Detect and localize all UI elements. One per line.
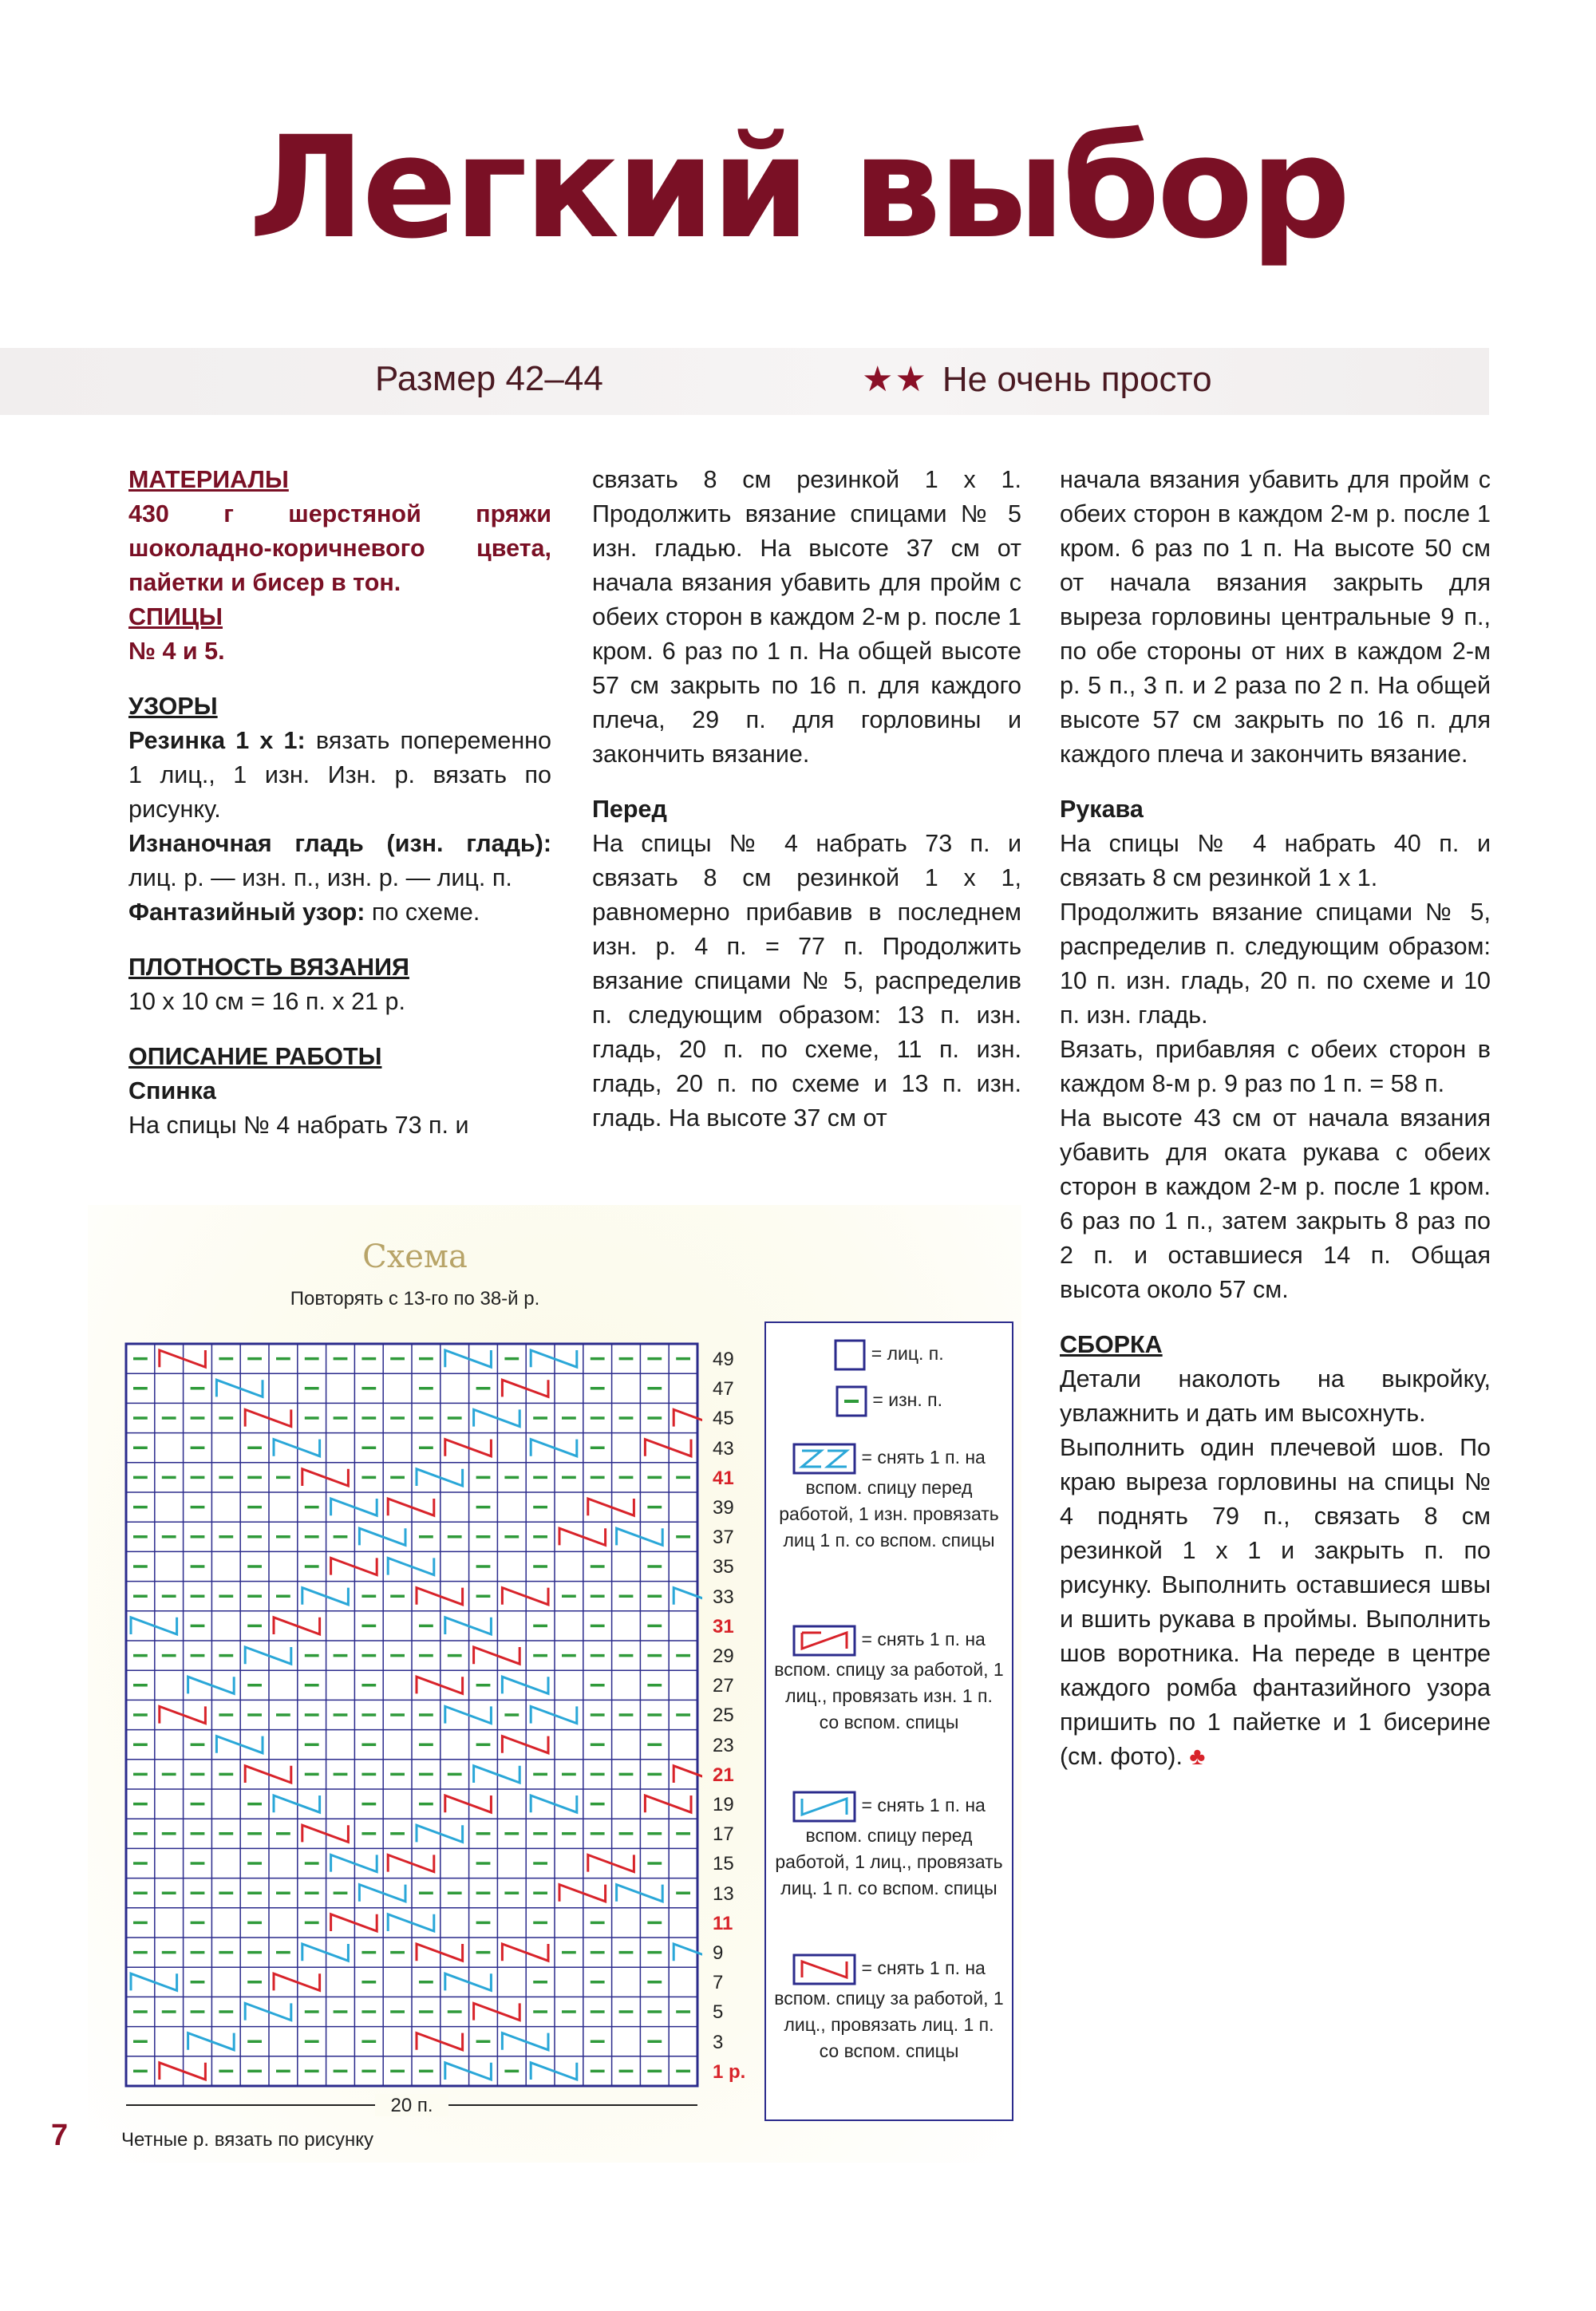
back-continued: связать 8 см резинкой 1 х 1. Продолжить вязание спицами № 5 изн. гладью. На высоте 37 см от начала вязания убавить для пройм с обеих сторон в каждом 2-м р. после 1 кром. 6 раз по 1 п. На общей высоте 57 см закрыть по 16 п. для каждого плеча, 29 п. для горловины и закончить вязание. [592,466,1021,768]
legend-cross-blue-left: = снять 1 п. на вспом. спицу перед работой, 1 изн. провязать лиц 1 п. со вспом. спицы [766,1443,1012,1554]
materials-text: 430 г шерстяной пряжи шоколадно-коричневого цвета, пайетки и бисер в тон. [128,500,551,596]
row-label: 9 [713,1942,724,1964]
row-label: 1 р. [713,2060,746,2083]
sleeves-text-1: На спицы № 4 набрать 40 п. и связать 8 см резинкой 1 х 1. [1060,830,1491,891]
front-text: На спицы № 4 набрать 73 п. и связать 8 см резинкой 1 х 1, равномерно прибавив в последнем изн. р. 4 п. = 77 п. Продолжить вязание спицами № 5, распределив п. следующим образом: 13 п. изн. гладь, 20 п. по схеме, 11 п. изн. гладь, 20 п. по схеме и 13 п. изн. гладь. На высоте 37 см от [592,830,1021,1132]
row-label: 13 [713,1882,734,1905]
sleeves-text-4: На высоте 43 см от начала вязания убавить для оката рукава с обеих сторон в каждом 2-м р. после 1 кром. 6 раз по 1 п., затем закрыть 8 раз по 2 п. и оставшиеся 14 п. Общая высота около 57 см. [1060,1104,1491,1303]
row-label: 39 [713,1497,734,1519]
legend-cross-red-right: = снять 1 п. на вспом. спицу за работой, 1 лиц., провязать лиц. 1 п. со вспом. спицы [766,1953,1012,2064]
gauge-text: 10 х 10 см = 16 п. х 21 р. [128,988,405,1015]
difficulty-label [862,359,1212,400]
rib-paragraph: Резинка 1 х 1: вязать попеременно 1 лиц., 1 изн. Изн. р. вязать по рисунку. [128,727,551,823]
chart-note: Четные р. вязать по рисунку [121,2129,373,2151]
sleeves-heading: Рукава [1060,796,1144,823]
back-heading: Спинка [128,1077,216,1104]
reverse-paragraph: Изнаночная гладь (изн. гладь): лиц. р. — изн. п., изн. р. — лиц. п. [128,830,551,891]
row-label: 29 [713,1645,734,1667]
red-left-cross-icon [792,1625,856,1657]
end-mark-icon: ♣ [1189,1743,1206,1770]
size-label: Размер 42–44 [375,359,603,398]
purl-symbol-icon [836,1385,867,1417]
blue-left-cross-icon [792,1443,856,1475]
column-3 [1060,463,1491,1774]
row-label: 33 [713,1586,734,1608]
legend-purl: = изн. п. [766,1385,1012,1417]
sleeves-text-3: Вязать, прибавляя с обеих сторон в каждом 8-м р. 9 раз по 1 п. = 58 п. [1060,1036,1491,1097]
info-band [0,348,1489,415]
row-label: 5 [713,2001,724,2024]
row-label: 21 [713,1764,734,1786]
gauge-heading: ПЛОТНОСТЬ ВЯЗАНИЯ [128,954,409,981]
sleeves-text-2: Продолжить вязание спицами № 5, распределив п. следующим образом: 10 п. изн. гладь, 20 п. по схеме и 10 п. изн. гладь. [1060,899,1491,1029]
row-label: 31 [713,1615,734,1637]
fancy-paragraph: Фантазийный узор: по схеме. [128,899,480,926]
front-continued: начала вязания убавить для пройм с обеих сторон в каждом 2-м р. после 1 кром. 6 раз по 1 п. На высоте 50 см от начала вязания закрыть для выреза горловины центральные 9 п., по обе стороны от них в каждом 2-м р. 5 п., 3 п. и 2 раза по 2 п. На общей высоте 57 см закрыть по 16 п. для каждого плеча и закончить вязание. [1060,466,1491,768]
row-label: 7 [713,1972,724,1994]
page-number: 7 [51,2119,69,2152]
needles-text: № 4 и 5. [128,638,225,665]
row-label: 35 [713,1556,734,1578]
schema-title: Схема [362,1238,468,1275]
column-2 [592,463,1021,1136]
assembly-text-2: Выполнить один плечевой шов. По краю выреза горловины на спицы № 4 поднять 79 п., связать 8 см резинкой 1 х 1 и закрыть п. по рисунку. Выполнить оставшиеся швы и вшить рукава в проймы. Выполнить шов воротника. На переде в центре каждого ромба фантазийного узора пришить по 1 пайетке и 1 бисерине (см. фото). ♣ [1060,1434,1491,1770]
red-right-cross-icon [792,1953,856,1985]
assembly-heading: СБОРКА [1060,1331,1163,1358]
row-label: 3 [713,2031,724,2053]
row-label: 25 [713,1705,734,1727]
chart-legend [764,1321,1013,2121]
materials-heading: МАТЕРИАЛЫ [128,466,289,493]
column-1 [128,463,551,1143]
needles-heading: СПИЦЫ [128,603,223,630]
row-label: 47 [713,1378,734,1400]
row-label: 45 [713,1408,734,1430]
knitting-chart [120,1337,702,2135]
chart-width-label: 20 п. [390,2095,433,2116]
row-label: 11 [713,1912,733,1934]
front-heading: Перед [592,796,667,823]
row-label: 43 [713,1437,734,1460]
row-label: 17 [713,1823,734,1846]
row-label: 37 [713,1527,734,1549]
knit-symbol-icon [834,1339,866,1371]
row-label: 19 [713,1794,734,1815]
row-label: 15 [713,1853,734,1875]
row-label: 49 [713,1349,734,1370]
patterns-heading: УЗОРЫ [128,693,218,720]
assembly-text-1: Детали наколоть на выкройку, увлажнить и дать им высохнуть. [1060,1365,1491,1427]
back-text: На спицы № 4 набрать 73 п. и [128,1112,469,1139]
legend-cross-blue-right: = снять 1 п. на вспом. спицу перед работой, 1 лиц., провязать лиц. 1 п. со вспом. спицы [766,1791,1012,1902]
row-label: 23 [713,1734,734,1756]
row-label: 27 [713,1675,734,1697]
difficulty-stars: ★★ [862,360,928,399]
difficulty-text: Не очень просто [942,360,1212,399]
work-heading: ОПИСАНИЕ РАБОТЫ [128,1043,382,1070]
legend-cross-red-left: = снять 1 п. на вспом. спицу за работой, 1 лиц., провязать изн. 1 п. со вспом. спицы [766,1625,1012,1736]
page-title: Легкий выбор [248,106,1348,270]
row-label: 41 [713,1467,734,1489]
blue-right-cross-icon [792,1791,856,1823]
legend-knit: = лиц. п. [766,1339,1012,1371]
schema-subtitle: Повторять с 13-го по 38-й р. [290,1288,540,1310]
